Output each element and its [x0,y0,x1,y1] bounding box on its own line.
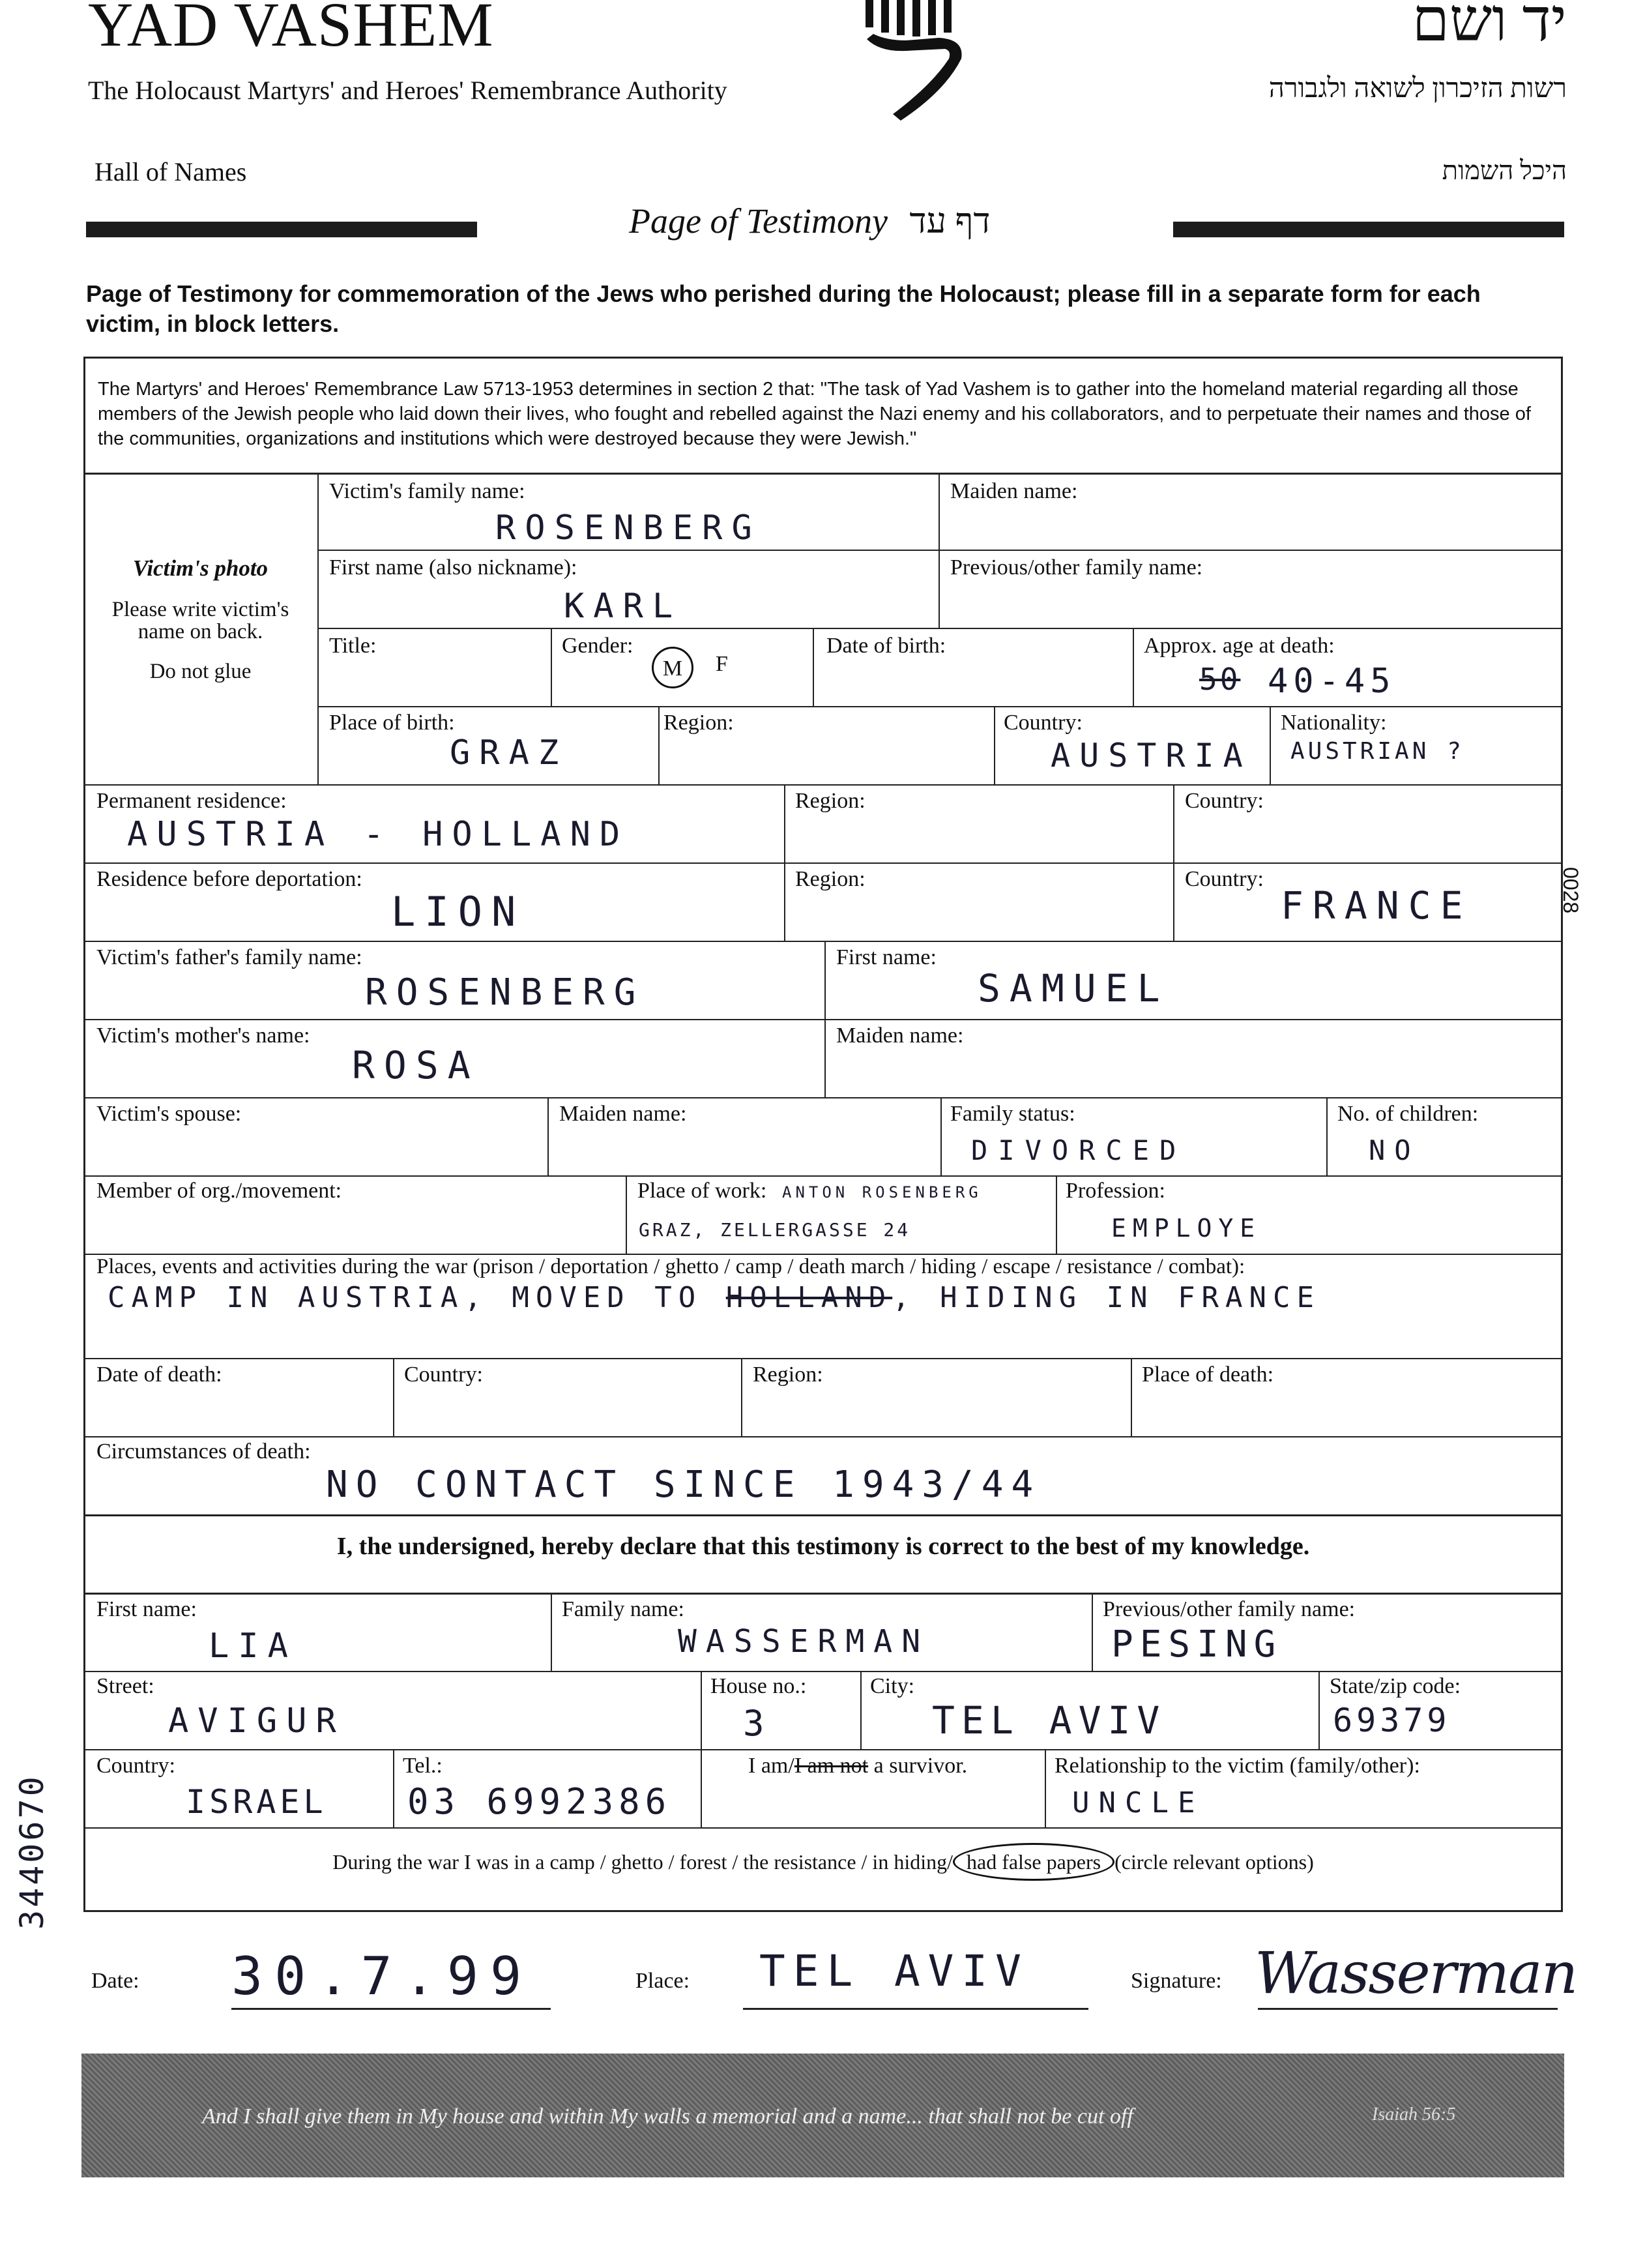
label-place-death: Place of death: [1142,1362,1274,1387]
survivor-part-a: I am/ [748,1754,794,1778]
label-work: Place of work: [637,1179,767,1203]
war-activities-part-c: , HIDING IN FRANCE [892,1281,1321,1314]
org-name-en: YAD VASHEM [88,0,494,59]
label-signature: Signature: [1131,1969,1222,1993]
label-res-before: Residence before deportation: [96,867,362,891]
war-activities-part-b-struck: HOLLAND [725,1281,893,1314]
footer-citation: Isaiah 56:5 [1372,2104,1456,2125]
label-submitter-country: Country: [96,1754,175,1778]
label-circumstances: Circumstances of death: [96,1439,311,1464]
label-prev-family: Previous/other family name: [950,555,1203,580]
value-submitter-prev: PESING [1111,1623,1283,1666]
value-zip: 69379 [1333,1701,1451,1739]
label-res-before-country: Country: [1185,867,1264,891]
label-mother-maiden: Maiden name: [836,1024,964,1048]
during-war-part-c: (circle relevant options) [1114,1850,1314,1874]
gender-f-option: F [716,652,728,676]
form-title [629,201,990,241]
label-submitter-prev: Previous/other family name: [1103,1597,1356,1621]
value-relationship: UNCLE [1072,1786,1204,1819]
value-street: AVIGUR [168,1701,345,1741]
survivor-part-b-struck: I am not [794,1754,869,1778]
label-dod-region: Region: [753,1362,823,1387]
survivor-part-c: a survivor. [868,1754,968,1778]
label-nationality: Nationality: [1281,711,1387,735]
org-name-he: יד ושם [1412,0,1567,53]
label-submitter-first: First name: [96,1597,197,1621]
label-street: Street: [96,1674,154,1698]
during-war-part-a: During the war I was in a camp / ghetto / forest / the resistance / in hiding/ [332,1850,953,1874]
label-pob-region: Region: [663,711,734,735]
label-dod: Date of death: [96,1362,222,1387]
value-date: 30.7.99 [231,1946,534,2007]
label-house-no: House no.: [710,1674,807,1698]
value-circumstances: NO CONTACT SINCE 1943/44 [326,1464,1041,1506]
value-nationality: AUSTRIAN ? [1290,738,1464,765]
value-age-struck: 50 [1199,662,1241,697]
label-res-before-region: Region: [795,867,866,891]
menorah-logo [854,0,971,130]
during-war-part-b-circled: had false papers [953,1843,1114,1881]
value-first-name: KARL [564,587,682,626]
value-war-activities [108,1281,1320,1314]
during-war-options [83,1850,1563,1874]
label-title: Title: [329,634,377,658]
photo-title: Victim's photo [132,555,269,581]
value-father-family: ROSENBERG [365,971,645,1014]
label-family-status: Family status: [950,1102,1075,1126]
archive-id: 3440670 [13,1774,51,1930]
signature: Wasserman [1255,1939,1577,2007]
label-war-places: Places, events and activities during the war (prison / deportation / ghetto / camp / death march / hiding / escape / resistance / combat): [96,1255,1245,1278]
value-perm-res: AUSTRIA - HOLLAND [127,815,630,854]
footer-quote: And I shall give them in My house and within My walls a memorial and a name... that shall not be cut off [202,2104,1133,2128]
photo-instruction: Please write victim's name on back. [111,598,289,643]
value-pob-country: AUSTRIA [1051,737,1252,774]
label-perm-res: Permanent residence: [96,789,287,813]
label-place: Place: [635,1969,690,1993]
value-res-before-country: FRANCE [1281,883,1472,928]
value-city: TEL AVIV [932,1698,1167,1743]
value-work-1: ANTON ROSENBERG [782,1183,982,1201]
authority-en: The Holocaust Martyrs' and Heroes' Remembrance Authority [88,76,727,105]
value-submitter-family: WASSERMAN [678,1623,930,1660]
hall-of-names-he: היכל השמות [1442,156,1567,185]
label-maiden-name: Maiden name: [950,479,1078,503]
label-mother-name: Victim's mother's name: [96,1024,310,1048]
label-relationship: Relationship to the victim (family/other): [1055,1754,1420,1778]
war-activities-part-a: CAMP IN AUSTRIA, MOVED TO [108,1281,726,1314]
label-gender: Gender: [562,634,633,658]
photo-no-glue: Do not glue [149,660,252,683]
label-father-first: First name: [836,945,937,969]
value-family-status: DIVORCED [971,1134,1187,1166]
label-children: No. of children: [1337,1102,1479,1126]
law-text: The Martyrs' and Heroes' Remembrance Law 5713-1953 determines in section 2 that: "The task of Yad Vashem is to gather into the homeland material regarding all those members of the Jewish people who laid down their lives, who fought and rebelled against the Nazi enemy and his collaborators, and to perpetuate their names and those of the communities, organizations and institutions which were destroyed because they were Jewish." [98,379,1531,449]
label-zip: State/zip code: [1330,1674,1461,1698]
label-dob: Date of birth: [826,634,946,658]
value-work-2: GRAZ, ZELLERGASSE 24 [639,1219,911,1241]
form-title-en: Page of Testimony [629,201,888,241]
label-dod-country: Country: [404,1362,483,1387]
value-res-before: LION [391,888,525,935]
value-family-name: ROSENBERG [495,508,761,548]
label-family-name: Victim's family name: [329,479,525,503]
intro-text: Page of Testimony for commemoration of the Jews who perished during the Holocaust; please fill in a separate form for each victim, in block letters. [86,280,1481,337]
label-date: Date: [91,1969,139,1993]
gender-m-option [652,647,693,688]
value-father-first: SAMUEL [978,966,1169,1010]
value-place: TEL AVIV [759,1946,1029,1996]
value-mother-name: ROSA [352,1043,480,1087]
value-submitter-first: LIA [209,1627,297,1666]
label-pob: Place of birth: [329,711,455,735]
label-profession: Profession: [1066,1179,1165,1203]
form-title-he: דף עד [909,201,991,241]
value-house-no: 3 [743,1703,774,1744]
value-profession: EMPLOYE [1111,1214,1262,1243]
value-children: NO [1369,1134,1420,1166]
gender-m-label: M [662,656,683,681]
title-bar-left [86,222,477,237]
label-org: Member of org./movement: [96,1179,342,1203]
label-spouse-maiden: Maiden name: [559,1102,687,1126]
page-number: 0028 [1559,867,1582,914]
label-pob-country: Country: [1004,711,1083,735]
label-age-death: Approx. age at death: [1144,634,1335,658]
label-father-family: Victim's father's family name: [96,945,362,969]
declaration: I, the undersigned, hereby declare that this testimony is correct to the best of my knowledge. [336,1533,1310,1560]
label-perm-res-region: Region: [795,789,866,813]
label-first-name: First name (also nickname): [329,555,577,580]
label-tel: Tel.: [403,1754,443,1778]
authority-he: רשות הזיכרון לשואה ולגבורה [1268,74,1567,104]
label-survivor [748,1754,967,1778]
title-bar-right [1173,222,1564,237]
value-tel: 03 6992386 [407,1781,672,1822]
value-submitter-country: ISRAEL [186,1783,327,1821]
hall-of-names-en: Hall of Names [95,157,247,186]
label-spouse: Victim's spouse: [96,1102,242,1126]
label-perm-res-country: Country: [1185,789,1264,813]
label-submitter-family: Family name: [562,1597,684,1621]
value-pob: GRAZ [450,733,568,773]
label-city: City: [870,1674,915,1698]
value-age-death: 40-45 [1268,662,1396,701]
